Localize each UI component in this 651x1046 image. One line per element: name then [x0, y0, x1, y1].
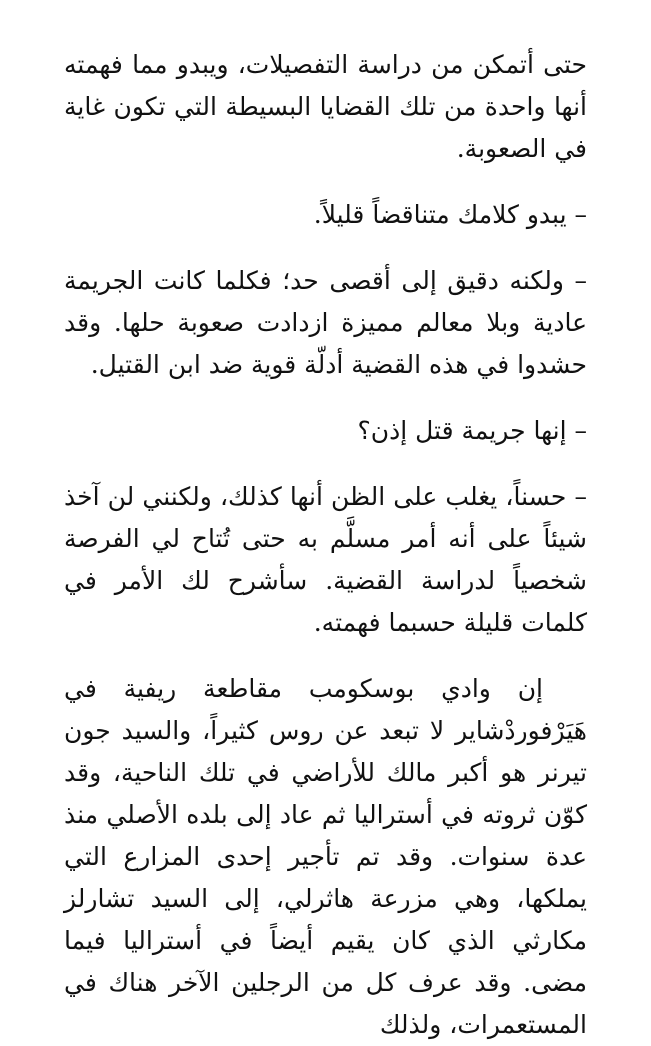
dialogue-line-murder: – إنها جريمة قتل إذن؟	[357, 416, 587, 445]
dialogue-line-explain: – حسناً، يغلب على الظن أنها كذلك، ولكنني لن آخذ شيئاً على أنه أمر مسلَّم به حتى تُتاح لي الفرصة شخصياً لدراسة القضية. سأشرح لك الأمر في كلمات قليلة حسبما فهمته.	[64, 482, 587, 637]
dialogue-line-accurate: – ولكنه دقيق إلى أقصى حد؛ فكلما كانت الجريمة عادية وبلا معالم مميزة ازدادت صعوبة حلها. وقد حشدوا في هذه القضية أدلّة قوية ضد ابن القتيل.	[64, 266, 587, 379]
paragraph-intro: حتى أتمكن من دراسة التفصيلات، ويبدو مما فهمته أنها واحدة من تلك القضايا البسيطة التي تكون غاية في الصعوبة.	[64, 50, 587, 163]
book-page	[64, 44, 587, 1046]
dialogue-line-contradiction: – يبدو كلامك متناقضاً قليلاً.	[313, 200, 587, 229]
paragraph-boscombe-valley: إن وادي بوسكومب مقاطعة ريفية في هَيَرْفوردْشاير لا تبعد عن روس كثيراً، والسيد جون تيرنر هو أكبر مالك للأراضي في تلك الناحية، وقد كوّن ثروته في أستراليا ثم عاد إلى بلده الأصلي منذ عدة سنوات. وقد تم تأجير إحدى المزارع التي يملكها، وهي مزرعة هاثرلي، إلى السيد تشارلز مكارثي الذي كان يقيم أيضاً في أستراليا فيما مضى. وقد عرف كل من الرجلين الآخر هناك في المستعمرات، ولذلك	[64, 674, 587, 1039]
